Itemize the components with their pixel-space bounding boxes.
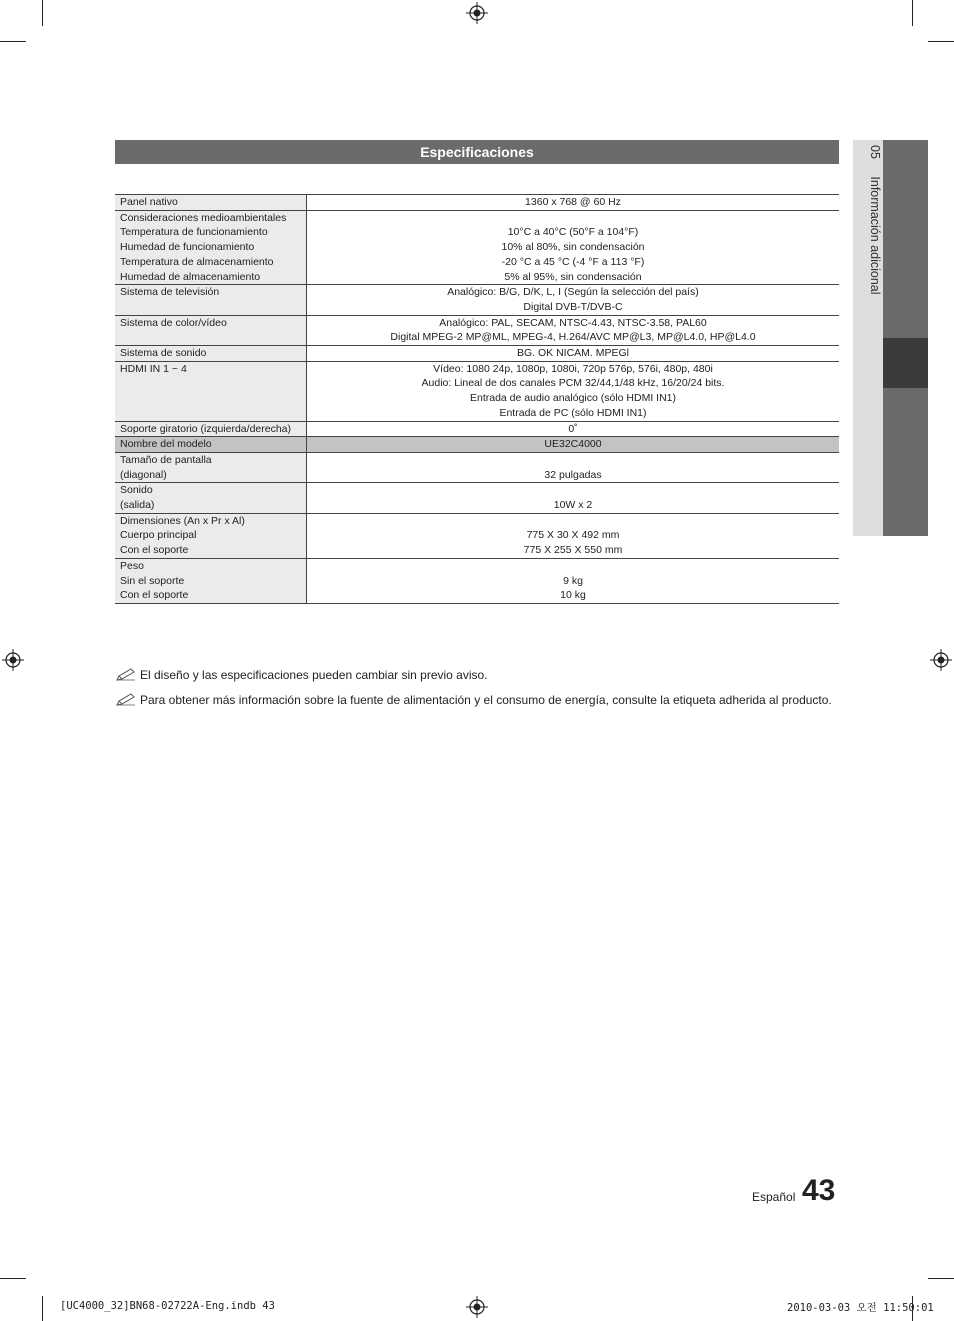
spec-label	[115, 361, 307, 421]
spec-row	[115, 285, 839, 315]
crop-mark	[0, 1278, 26, 1279]
spec-value-line: Analógico: PAL, SECAM, NTSC-4.43, NTSC-3.58, PAL60	[439, 316, 707, 329]
spec-label	[115, 210, 307, 285]
spec-label-line: Con el soporte	[120, 589, 189, 602]
spec-label-line: HDMI IN 1 ~ 4	[120, 362, 187, 375]
spec-label-line: Sin el soporte	[120, 574, 185, 587]
spec-label-line: Cuerpo principal	[120, 529, 197, 542]
spec-value-line: Entrada de audio analógico (sólo HDMI IN1)	[469, 392, 677, 405]
notes	[115, 662, 832, 712]
spec-value-line: UE32C4000	[544, 438, 602, 451]
spec-label	[115, 437, 307, 453]
note-text: El diseño y las especificaciones pueden cambiar sin previo aviso.	[140, 667, 488, 682]
spec-value-line: Digital DVB-T/DVB-C	[523, 300, 623, 313]
spec-label-line: (diagonal)	[120, 468, 167, 481]
spec-value-line: 10W x 2	[553, 499, 593, 512]
print-timestamp: 2010-03-03 오전 11:50:01	[787, 1302, 934, 1314]
spec-label	[115, 483, 307, 513]
spec-row	[115, 195, 839, 211]
spec-value	[307, 558, 840, 603]
print-file-info: [UC4000_32]BN68-02722A-Eng.indb 43	[60, 1300, 275, 1312]
spec-value	[307, 452, 840, 482]
spec-label	[115, 195, 307, 211]
spec-value-line: 10°C a 40°C (50°F a 104°F)	[507, 226, 639, 239]
spec-table-body	[115, 195, 839, 604]
spec-value	[307, 315, 840, 345]
spec-label	[115, 452, 307, 482]
spec-label	[115, 315, 307, 345]
spec-label	[115, 285, 307, 315]
spec-label-line: Temperatura de almacenamiento	[120, 255, 274, 268]
crop-mark	[928, 1278, 954, 1279]
spec-value	[307, 483, 840, 513]
spec-label-line: Sistema de sonido	[120, 347, 207, 360]
spec-table	[115, 194, 839, 604]
spec-value	[307, 421, 840, 437]
spec-label	[115, 558, 307, 603]
spec-row	[115, 346, 839, 362]
spec-label-line: (salida)	[120, 499, 155, 512]
spec-value-line: 10 kg	[560, 589, 586, 602]
spec-label-line: Peso	[120, 559, 144, 572]
spec-label	[115, 421, 307, 437]
spec-label-line: Consideraciones medioambientales	[120, 211, 287, 224]
spec-label-line: Humedad de funcionamiento	[120, 241, 255, 254]
spec-row	[115, 210, 839, 285]
spec-value	[307, 195, 840, 211]
spec-row	[115, 513, 839, 558]
spec-value-line: Digital MPEG-2 MP@ML, MPEG-4, H.264/AVC MP@L3, MP@L4.0, HP@L4.0	[390, 331, 756, 344]
section-title: Especificaciones	[115, 140, 839, 164]
spec-value	[307, 210, 840, 285]
spec-row	[115, 361, 839, 421]
spec-row	[115, 315, 839, 345]
note-item	[115, 662, 832, 687]
spec-label-line: Con el soporte	[120, 544, 189, 557]
crop-mark	[42, 1296, 43, 1321]
spec-value-line: -20 °C a 45 °C (-4 °F a 113 °F)	[501, 255, 645, 268]
page-number: 43	[802, 1174, 836, 1207]
spec-value-line: Analógico: B/G, D/K, L, I (Según la selección del país)	[447, 286, 699, 299]
spec-value	[307, 285, 840, 315]
spec-label-line: Sonido	[120, 484, 153, 497]
spec-label-line: Panel nativo	[120, 196, 178, 208]
spec-value-line: 0˚	[568, 422, 578, 435]
spec-value-line: Vídeo: 1080 24p, 1080p, 1080i, 720p 576p, 576i, 480p, 480i	[433, 362, 713, 375]
spec-row	[115, 437, 839, 453]
pencil-note-icon	[115, 668, 137, 682]
spec-row	[115, 483, 839, 513]
spec-label	[115, 346, 307, 362]
spec-value-line: 9 kg	[563, 574, 583, 587]
crop-mark	[928, 41, 954, 42]
crop-mark	[0, 41, 26, 42]
crop-mark	[42, 0, 43, 26]
note-text: Para obtener más información sobre la fuente de alimentación y el consumo de energía, consulte la etiqueta adherida al producto.	[140, 692, 832, 707]
chapter-title: Información adicional	[868, 176, 882, 295]
chapter-tab-marker	[883, 338, 928, 388]
spec-value-line: 775 X 30 X 492 mm	[526, 529, 620, 542]
spec-label-line: Soporte giratorio (izquierda/derecha)	[120, 422, 292, 435]
chapter-number: 05	[868, 145, 882, 159]
spec-label-line: Temperatura de funcionamiento	[120, 226, 268, 239]
spec-value-line: BG. OK NICAM. MPEGl	[516, 347, 629, 360]
spec-value-line: 775 X 255 X 550 mm	[523, 544, 623, 557]
spec-value	[307, 346, 840, 362]
spec-label-line: Sistema de televisión	[120, 286, 220, 299]
spec-label-line: Sistema de color/vídeo	[120, 316, 227, 329]
registration-mark-icon	[466, 2, 488, 24]
note-item	[115, 687, 832, 712]
spec-label-line: Humedad de almacenamiento	[120, 270, 261, 283]
spec-value-line: 5% al 95%, sin condensación	[504, 270, 642, 283]
crop-mark	[912, 0, 913, 26]
spec-label	[115, 513, 307, 558]
spec-value-line: 10% al 80%, sin condensación	[501, 241, 645, 254]
spec-value-line: 1360 x 768 @ 60 Hz	[525, 196, 621, 208]
page-language: Español	[752, 1190, 796, 1204]
registration-mark-icon	[2, 649, 24, 671]
spec-value-line: Audio: Lineal de dos canales PCM 32/44,1/48 kHz, 16/20/24 bits.	[421, 377, 725, 390]
spec-value-line: Entrada de PC (sólo HDMI IN1)	[499, 406, 647, 419]
pencil-note-icon	[115, 693, 137, 707]
registration-mark-icon	[466, 1296, 488, 1318]
spec-value	[307, 437, 840, 453]
spec-value	[307, 513, 840, 558]
chapter-tab-label	[868, 145, 882, 295]
spec-label-line: Nombre del modelo	[120, 438, 212, 451]
spec-value-line: 32 pulgadas	[544, 468, 602, 481]
spec-value	[307, 361, 840, 421]
registration-mark-icon	[930, 649, 952, 671]
spec-row	[115, 452, 839, 482]
spec-label-line: Dimensiones (An x Pr x Al)	[120, 514, 245, 527]
spec-row	[115, 558, 839, 603]
spec-row	[115, 421, 839, 437]
spec-label-line: Tamaño de pantalla	[120, 453, 212, 466]
